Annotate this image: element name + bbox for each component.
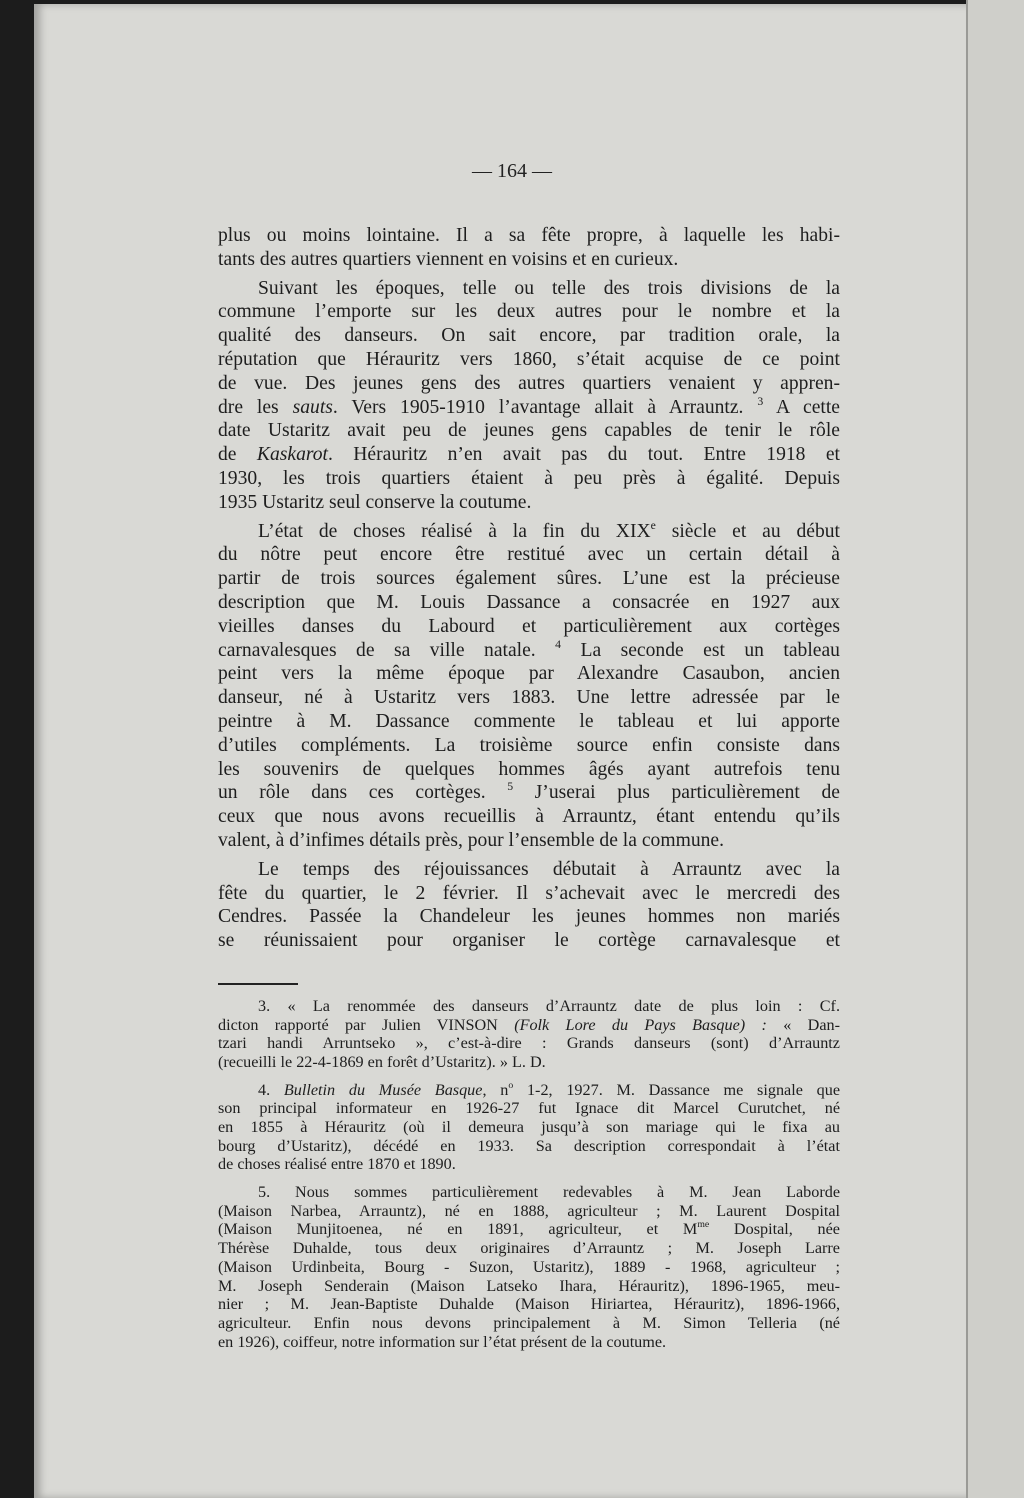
text-run: carnavalesques de sa ville natale. xyxy=(218,639,556,661)
text-line xyxy=(218,781,840,805)
text-line xyxy=(218,1239,840,1258)
text-line xyxy=(218,882,840,906)
footnote xyxy=(218,1081,840,1174)
text-run: tzari handi Arruntseko », c’est-à-dire : Grands danseurs (sont) d’Arrauntz xyxy=(218,1034,840,1053)
text-run: M. Joseph Senderain (Maison Latseko Ihara, Hérauritz), 1896-1965, meu- xyxy=(218,1276,840,1295)
text-line xyxy=(218,1220,840,1239)
text-run: dre les xyxy=(218,396,293,418)
text-line xyxy=(218,662,840,686)
italic-run: (Folk Lore du Pays Basque) : xyxy=(514,1015,767,1034)
text-line xyxy=(218,491,840,515)
footnote xyxy=(218,1183,840,1351)
text-line xyxy=(218,829,840,853)
text-line xyxy=(218,1155,840,1174)
text-line xyxy=(218,997,840,1016)
superscript: 3 xyxy=(757,394,764,408)
text-run: 5. Nous sommes particulièrement redevables à M. Jean Laborde xyxy=(258,1183,840,1202)
text-run: vieilles danses du Labourd et particulièrement aux cortèges xyxy=(218,615,840,637)
text-line xyxy=(218,615,840,639)
superscript: e xyxy=(650,518,656,532)
text-run: son principal informateur en 1926-27 fut Ignace dit Marcel Curutchet, né xyxy=(218,1099,840,1118)
text-run: réputation que Hérauritz vers 1860, s’était acquise de ce point xyxy=(218,348,840,370)
text-line xyxy=(218,1118,840,1137)
text-line xyxy=(218,1137,840,1156)
text-run: 3. « La renommée des danseurs d’Arrauntz date de plus loin : Cf. xyxy=(258,996,840,1015)
text-line xyxy=(218,1034,840,1053)
text-run: « Dan- xyxy=(766,1015,840,1034)
text-line xyxy=(218,1081,840,1100)
text-line xyxy=(218,1277,840,1296)
text-run: Cendres. Passée la Chandeleur les jeunes hommes non mariés xyxy=(218,906,840,928)
text-line xyxy=(218,686,840,710)
superscript: 4 xyxy=(555,637,562,651)
text-run: les souvenirs de quelques hommes âgés ayant autrefois tenu xyxy=(218,758,840,780)
paragraph xyxy=(218,858,840,953)
text-run: J’userai plus particulièrement de xyxy=(513,782,840,804)
text-line xyxy=(218,396,840,420)
main-text xyxy=(218,224,840,953)
text-run: (Maison Narbea, Arrauntz), né en 1888, agriculteur ; M. Laurent Dospital xyxy=(218,1201,840,1220)
text-line xyxy=(218,1333,840,1352)
text-run: nier ; M. Jean-Baptiste Duhalde (Maison Hiriartea, Hérauritz), 1896-1966, xyxy=(218,1295,840,1314)
text-run: en 1855 à Hérauritz (où il demeura jusqu’à son mariage qui le fixa au xyxy=(218,1118,840,1137)
text-line xyxy=(218,520,840,544)
text-line xyxy=(218,1202,840,1221)
text-line xyxy=(218,734,840,758)
text-run: commune l’emporte sur les deux autres pour le nombre et la xyxy=(218,301,840,323)
text-run: dicton rapporté par Julien VINSON xyxy=(218,1015,515,1034)
italic-run: sauts xyxy=(292,396,333,418)
text-run: (recueilli le 22-4-1869 en forêt d’Ustaritz). » L. D. xyxy=(218,1052,546,1071)
footnotes xyxy=(218,997,840,1351)
page-number: — 164 — xyxy=(472,160,552,182)
text-line xyxy=(218,591,840,615)
footnote-separator xyxy=(218,983,298,985)
text-run: La seconde est un tableau xyxy=(561,639,840,661)
text-run: Thérèse Duhalde, tous deux originaires d’Arrauntz ; M. Joseph Larre xyxy=(218,1239,840,1258)
text-run: 4. xyxy=(258,1080,284,1099)
text-run: . Vers 1905-1910 l’avantage allait à Arrauntz. xyxy=(332,396,758,418)
text-run: en 1926), coiffeur, notre information sur l’état présent de la coutume. xyxy=(218,1332,667,1351)
text-run: Dospital, née xyxy=(709,1220,840,1239)
italic-run: Bulletin du Musée Basque xyxy=(283,1080,483,1099)
text-run: se réunissaient pour organiser le cortège carnavalesque et xyxy=(218,930,840,952)
text-line xyxy=(218,467,840,491)
text-line xyxy=(218,758,840,782)
page-body xyxy=(218,224,840,1360)
text-line xyxy=(218,567,840,591)
text-run: Suivant les époques, telle ou telle des trois divisions de la xyxy=(258,277,840,299)
text-run: 1-2, 1927. M. Dassance me signale que xyxy=(513,1080,841,1099)
text-run: ceux que nous avons recueillis à Arrauntz, étant entendu qu’ils xyxy=(218,806,840,828)
footnote xyxy=(218,997,840,1072)
text-run: de vue. Des jeunes gens des autres quartiers venaient y appren- xyxy=(218,372,840,394)
text-run: Le temps des réjouissances débutait à Arrauntz avec la xyxy=(258,858,840,880)
text-line xyxy=(218,372,840,396)
text-line xyxy=(218,277,840,301)
text-run: description que M. Louis Dassance a consacrée en 1927 aux xyxy=(218,591,840,613)
text-run: (Maison Munjitoenea, né en 1891, agriculteur, et M xyxy=(218,1220,698,1239)
text-line xyxy=(218,248,840,272)
text-line xyxy=(218,858,840,882)
text-line xyxy=(218,639,840,663)
text-line xyxy=(218,905,840,929)
text-line xyxy=(218,543,840,567)
superscript: 5 xyxy=(507,780,514,794)
text-run: bourg d’Ustaritz), décédé en 1933. Sa description correspondait à l’état xyxy=(218,1136,840,1155)
text-run: peint vers la même époque par Alexandre Casaubon, ancien xyxy=(218,663,840,685)
text-line xyxy=(218,929,840,953)
text-run: . Hérauritz n’en avait pas du tout. Entre 1918 et xyxy=(328,444,840,466)
text-line xyxy=(218,1314,840,1333)
text-line xyxy=(218,1295,840,1314)
text-run: fête du quartier, le 2 février. Il s’achevait avec le mercredi des xyxy=(218,882,840,904)
text-run: partir de trois sources également sûres. L’une est la précieuse xyxy=(218,568,840,590)
text-line xyxy=(218,1099,840,1118)
text-run: siècle et au début xyxy=(655,520,840,542)
text-line xyxy=(218,443,840,467)
text-run: , n xyxy=(482,1080,509,1099)
text-run: 1935 Ustaritz seul conserve la coutume. xyxy=(218,491,532,513)
text-line xyxy=(218,224,840,248)
text-run: d’utiles compléments. La troisième source enfin consiste dans xyxy=(218,734,840,756)
text-run: L’état de choses réalisé à la fin du XIX xyxy=(258,520,651,542)
paragraph xyxy=(218,224,840,272)
text-line xyxy=(218,324,840,348)
text-run: de choses réalisé entre 1870 et 1890. xyxy=(218,1155,456,1174)
facing-page-edge xyxy=(966,0,1024,1498)
text-line xyxy=(218,805,840,829)
paragraph xyxy=(218,520,840,853)
text-line xyxy=(218,1183,840,1202)
text-line xyxy=(218,1053,840,1072)
text-run: qualité des danseurs. On sait encore, par tradition orale, la xyxy=(218,325,840,347)
text-run: valent, à d’infimes détails près, pour l’ensemble de la commune. xyxy=(218,829,725,851)
text-line xyxy=(218,300,840,324)
text-line xyxy=(218,348,840,372)
text-run: danseur, né à Ustaritz vers 1883. Une lettre adressée par le xyxy=(218,687,840,709)
text-run: agriculteur. Enfin nous devons principalement à M. Simon Telleria (né xyxy=(218,1313,840,1332)
text-run: 1930, les trois quartiers étaient à peu près à égalité. Depuis xyxy=(218,467,840,489)
text-line xyxy=(218,1016,840,1035)
text-run: un rôle dans ces cortèges. xyxy=(218,782,508,804)
text-run: tants des autres quartiers viennent en voisins et en curieux. xyxy=(218,248,679,270)
text-run: A cette xyxy=(763,396,840,418)
text-run: (Maison Urdinbeita, Bourg - Suzon, Ustaritz), 1889 - 1968, agriculteur ; xyxy=(218,1257,840,1276)
text-run: peintre à M. Dassance commente le tableau et lui apporte xyxy=(218,710,840,732)
text-run: du nôtre peut encore être restitué avec un certain détail à xyxy=(218,544,840,566)
italic-run: Kaskarot xyxy=(256,444,328,466)
text-run: plus ou moins lointaine. Il a sa fête propre, à laquelle les habi- xyxy=(218,225,840,246)
superscript: me xyxy=(697,1219,710,1231)
paragraph xyxy=(218,277,840,515)
text-run: de xyxy=(218,444,257,466)
text-line xyxy=(218,710,840,734)
text-line xyxy=(218,1258,840,1277)
superscript: o xyxy=(508,1079,514,1091)
text-line xyxy=(218,419,840,443)
text-run: date Ustaritz avait peu de jeunes gens capables de tenir le rôle xyxy=(218,420,840,442)
